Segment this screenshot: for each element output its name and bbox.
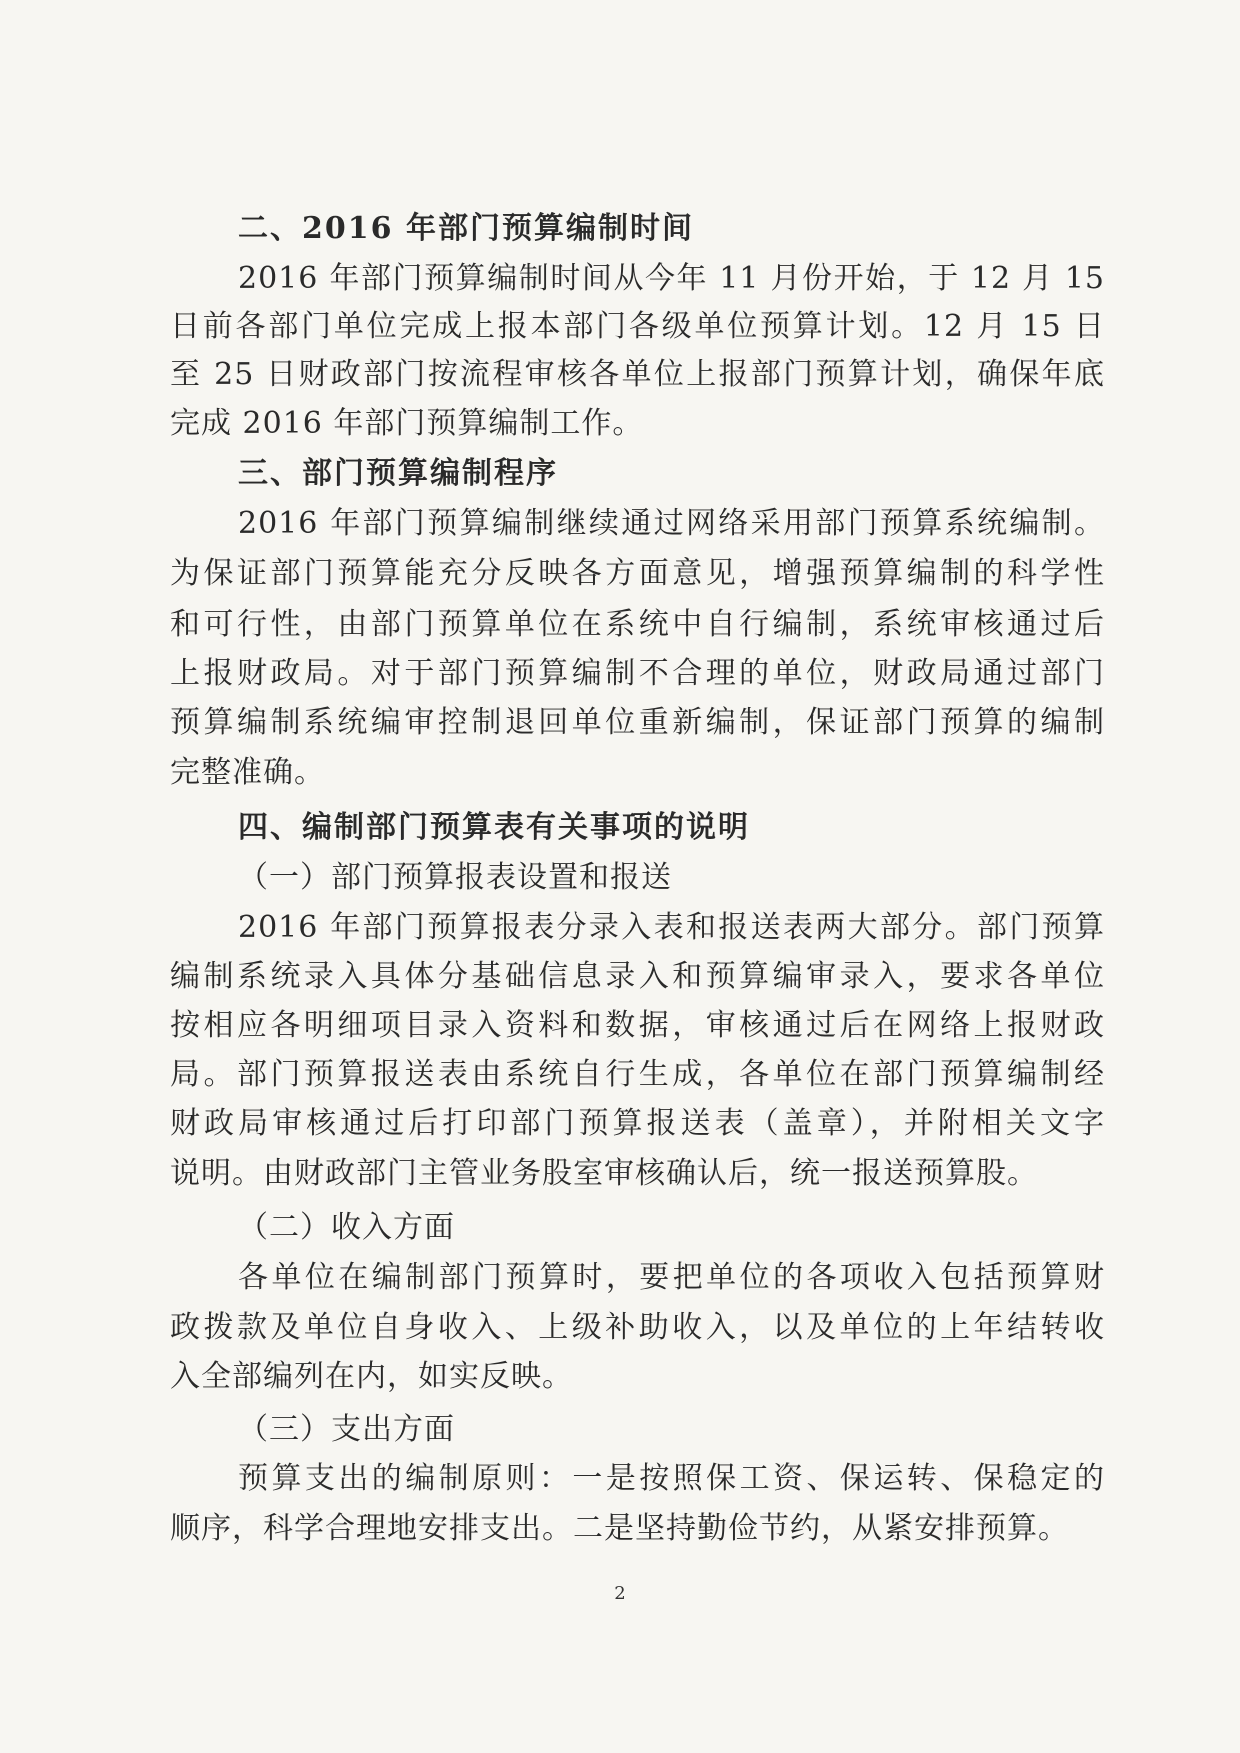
section-4-heading: 四、编制部门预算表有关事项的说明 bbox=[238, 810, 750, 845]
subsection-1-paragraph-line: 按相应各明细项目录入资料和数据，审核通过后在网络上报财政 bbox=[170, 1008, 1105, 1043]
subsection-2-paragraph-line: 各单位在编制部门预算时，要把单位的各项收入包括预算财 bbox=[238, 1260, 1105, 1295]
section-3-paragraph-line: 2016 年部门预算编制继续通过网络采用部门预算系统编制。 bbox=[238, 506, 1105, 541]
section-2-paragraph-line: 日前各部门单位完成上报本部门各级单位预算计划。12 月 15 日 bbox=[170, 309, 1105, 344]
subsection-1-paragraph-line: 局。部门预算报送表由系统自行生成，各单位在部门预算编制经 bbox=[170, 1057, 1105, 1092]
subsection-1-paragraph-line: 2016 年部门预算报表分录入表和报送表两大部分。部门预算 bbox=[238, 910, 1105, 945]
subsection-2-paragraph-line: 政拨款及单位自身收入、上级补助收入，以及单位的上年结转收 bbox=[170, 1310, 1105, 1345]
section-3-paragraph-line: 上报财政局。对于部门预算编制不合理的单位，财政局通过部门 bbox=[170, 656, 1105, 691]
page-number: 2 bbox=[614, 1583, 626, 1604]
subsection-1-paragraph-line: 编制系统录入具体分基础信息录入和预算编审录入，要求各单位 bbox=[170, 959, 1105, 994]
subsection-3-paragraph-line: 预算支出的编制原则：一是按照保工资、保运转、保稳定的 bbox=[238, 1461, 1105, 1496]
subsection-2-heading: （二）收入方面 bbox=[238, 1210, 455, 1245]
section-3-paragraph-line: 为保证部门预算能充分反映各方面意见，增强预算编制的科学性 bbox=[170, 556, 1105, 591]
subsection-1-heading: （一）部门预算报表设置和报送 bbox=[238, 860, 672, 895]
section-2-paragraph-line: 完成 2016 年部门预算编制工作。 bbox=[170, 406, 644, 441]
section-3-paragraph-line: 和可行性，由部门预算单位在系统中自行编制，系统审核通过后 bbox=[170, 607, 1105, 642]
section-3-heading: 三、部门预算编制程序 bbox=[238, 456, 558, 491]
subsection-1-paragraph-line: 财政局审核通过后打印部门预算报送表（盖章），并附相关文字 bbox=[170, 1106, 1105, 1141]
section-2-paragraph-line: 2016 年部门预算编制时间从今年 11 月份开始，于 12 月 15 bbox=[238, 261, 1105, 296]
section-3-paragraph-line: 预算编制系统编审控制退回单位重新编制，保证部门预算的编制 bbox=[170, 705, 1105, 740]
subsection-1-paragraph-line: 说明。由财政部门主管业务股室审核确认后，统一报送预算股。 bbox=[170, 1156, 1038, 1191]
section-2-paragraph-line: 至 25 日财政部门按流程审核各单位上报部门预算计划，确保年底 bbox=[170, 357, 1105, 392]
subsection-2-paragraph-line: 入全部编列在内，如实反映。 bbox=[170, 1359, 573, 1394]
section-2-heading: 二、2016 年部门预算编制时间 bbox=[238, 211, 694, 246]
section-3-paragraph-line: 完整准确。 bbox=[170, 755, 325, 790]
subsection-3-paragraph-line: 顺序，科学合理地安排支出。二是坚持勤俭节约，从紧安排预算。 bbox=[170, 1511, 1069, 1546]
subsection-3-heading: （三）支出方面 bbox=[238, 1412, 455, 1447]
